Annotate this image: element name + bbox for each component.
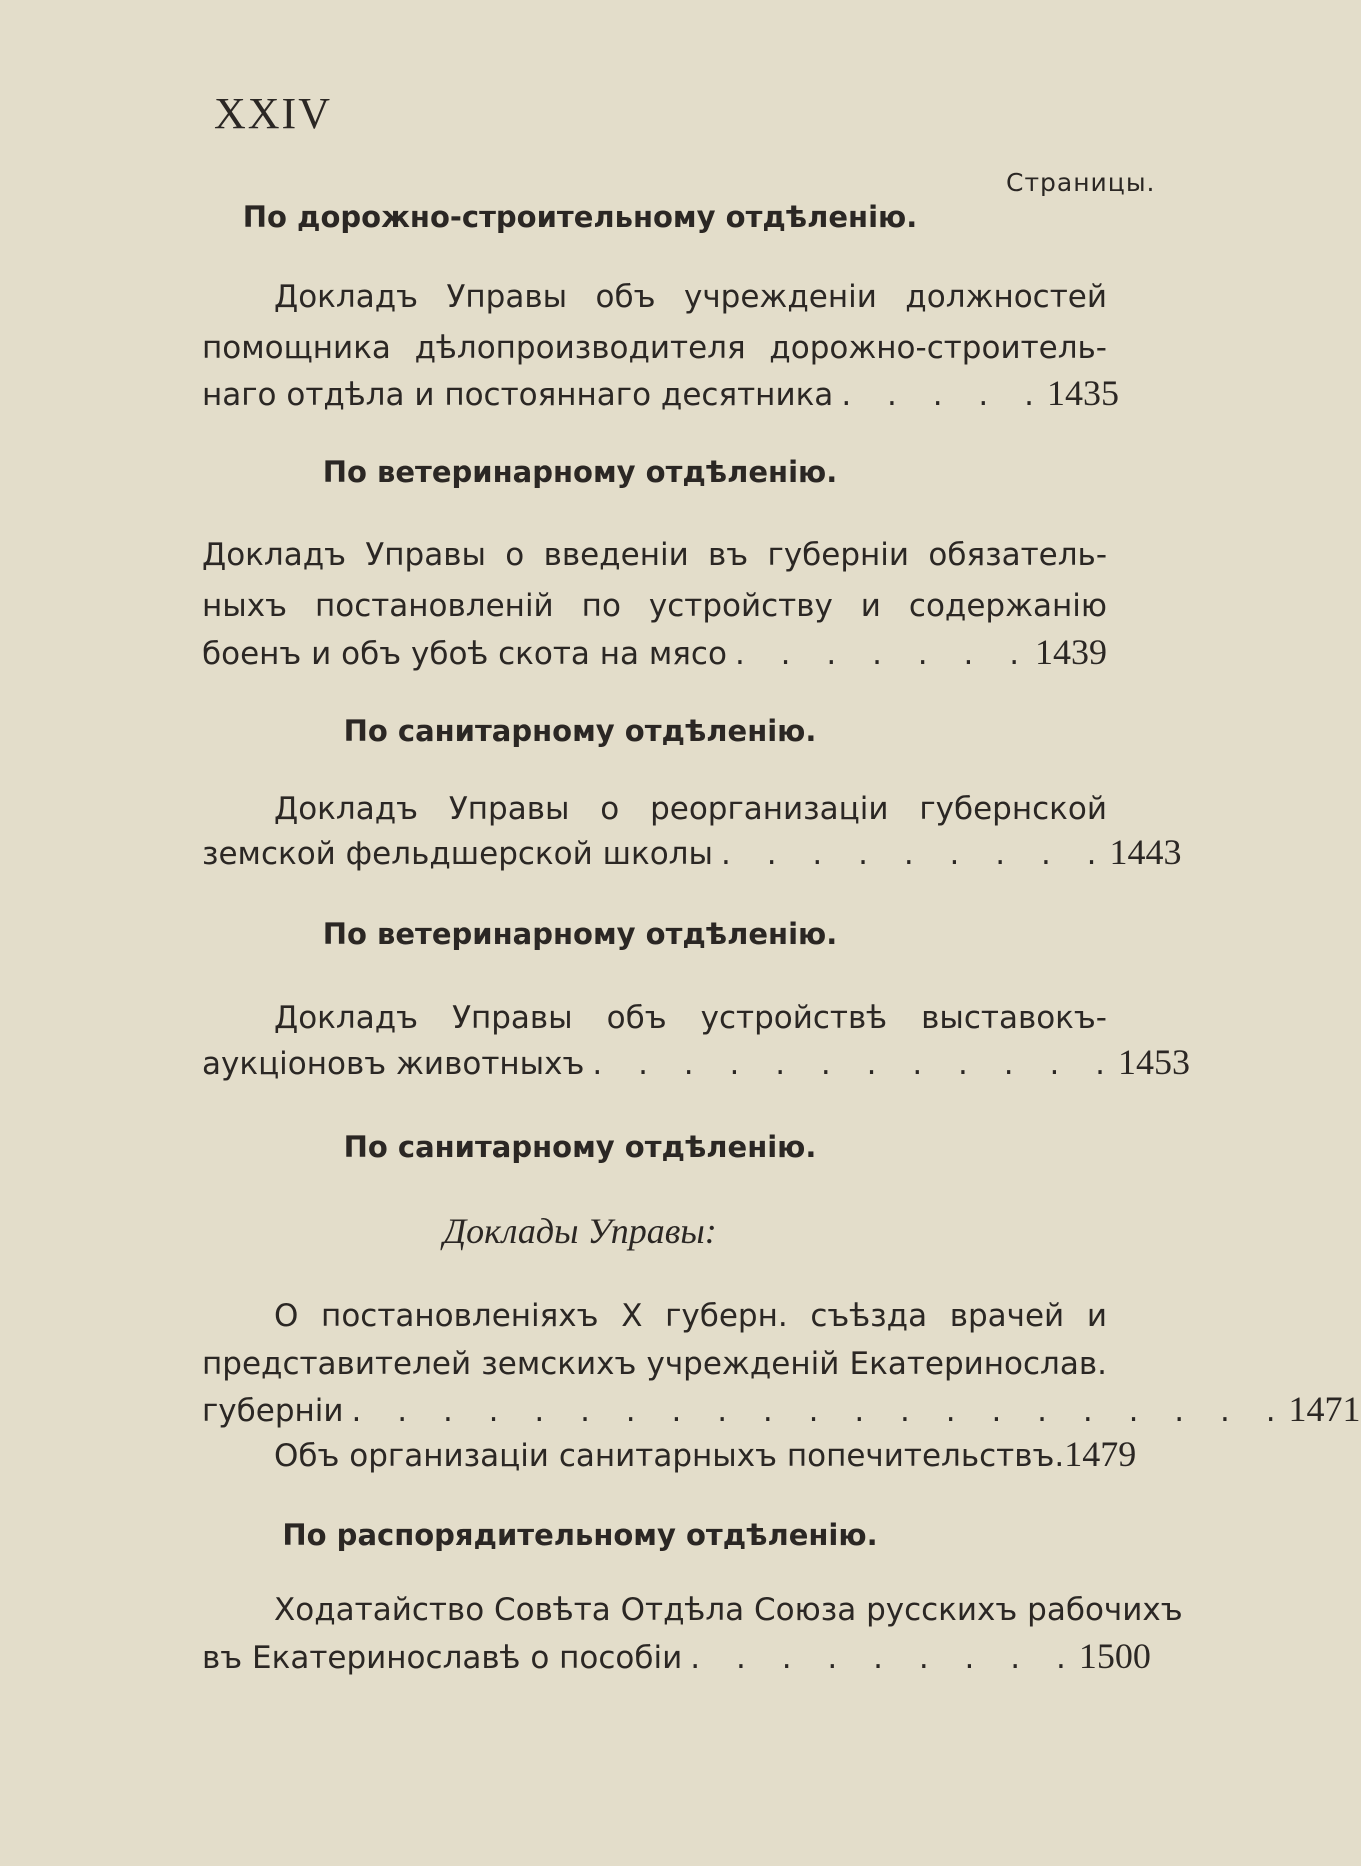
page-ref: 1435 [1047,373,1119,413]
entry-line: Докладъ Управы о введеніи въ губерніи обязатель- [202,537,1107,573]
dot-leader: . . . . . . . . . [690,1640,1079,1676]
entry-line: помощника дѣлопроизводителя дорожно-строитель- [202,330,1107,366]
entry-line: Докладъ Управы о реорганизаціи губернской [274,791,1107,827]
dot-leader: . . . . . . . [734,636,1033,672]
dot-leader: . . . . . [841,377,1047,413]
entry-line: Ходатайство Совѣта Отдѣла Союза русскихъ рабочихъ [274,1592,1183,1628]
section-heading: По распорядительному отдѣленію. [282,1518,878,1552]
entry-line: Докладъ Управы объ учрежденіи должностей [274,279,1107,315]
entry-last-line: земской фельдшерской школы . . . . . . . . . 1443 [202,829,1107,875]
dot-leader: . . . . . . . . . . . . . . . . . . . . . [351,1393,1289,1429]
section-heading: По санитарному отдѣленію. [343,1130,817,1164]
section-heading: По санитарному отдѣленію. [343,714,817,748]
page-ref: 1453 [1118,1042,1191,1082]
page-ref: 1471 [1288,1389,1361,1429]
entry-last-line: наго отдѣла и постояннаго десятника . . . . . 1435 [202,370,1107,416]
entry-last-line: аукціоновъ животныхъ . . . . . . . . . . . . 1453 [202,1039,1107,1085]
page-ref: 1439 [1035,632,1107,672]
section-heading: По ветеринарному отдѣленію. [322,455,838,489]
entry-last-line: боенъ и объ убоѣ скота на мясо . . . . . . . 1439 [202,629,1107,675]
section-heading: По ветеринарному отдѣленію. [322,917,838,951]
entry-line: представителей земскихъ учрежденій Екатеринослав. [202,1346,1107,1382]
section-heading: По дорожно-строительному отдѣленію. [242,200,918,234]
entry-line: ныхъ постановленій по устройству и содержанію [202,588,1107,624]
dot-leader: . . . . . . . . . . . . [592,1046,1119,1082]
page-ref: 1479 [1064,1434,1137,1474]
page-ref: 1443 [1109,832,1182,872]
dot-leader: . . . . . . . . . [720,836,1110,872]
entry-last-line: губерніи . . . . . . . . . . . . . . . . . . . . . 1471 [202,1386,1107,1432]
page-ref: 1500 [1078,1636,1151,1676]
section-subheading: Доклады Управы: [443,1211,717,1251]
entry-last-line: Объ организаціи санитарныхъ попечительствъ. 1479 [202,1431,1107,1477]
entry-line: О постановленіяхъ X губерн. съѣзда врачей и [274,1298,1107,1334]
page-number: XXIV [214,89,332,138]
pages-column-header: Страницы. [1006,168,1156,197]
entry-line: Докладъ Управы объ устройствѣ выставокъ- [274,1000,1107,1036]
entry-last-line: въ Екатеринославѣ о пособіи . . . . . . . . . 1500 [202,1633,1107,1679]
